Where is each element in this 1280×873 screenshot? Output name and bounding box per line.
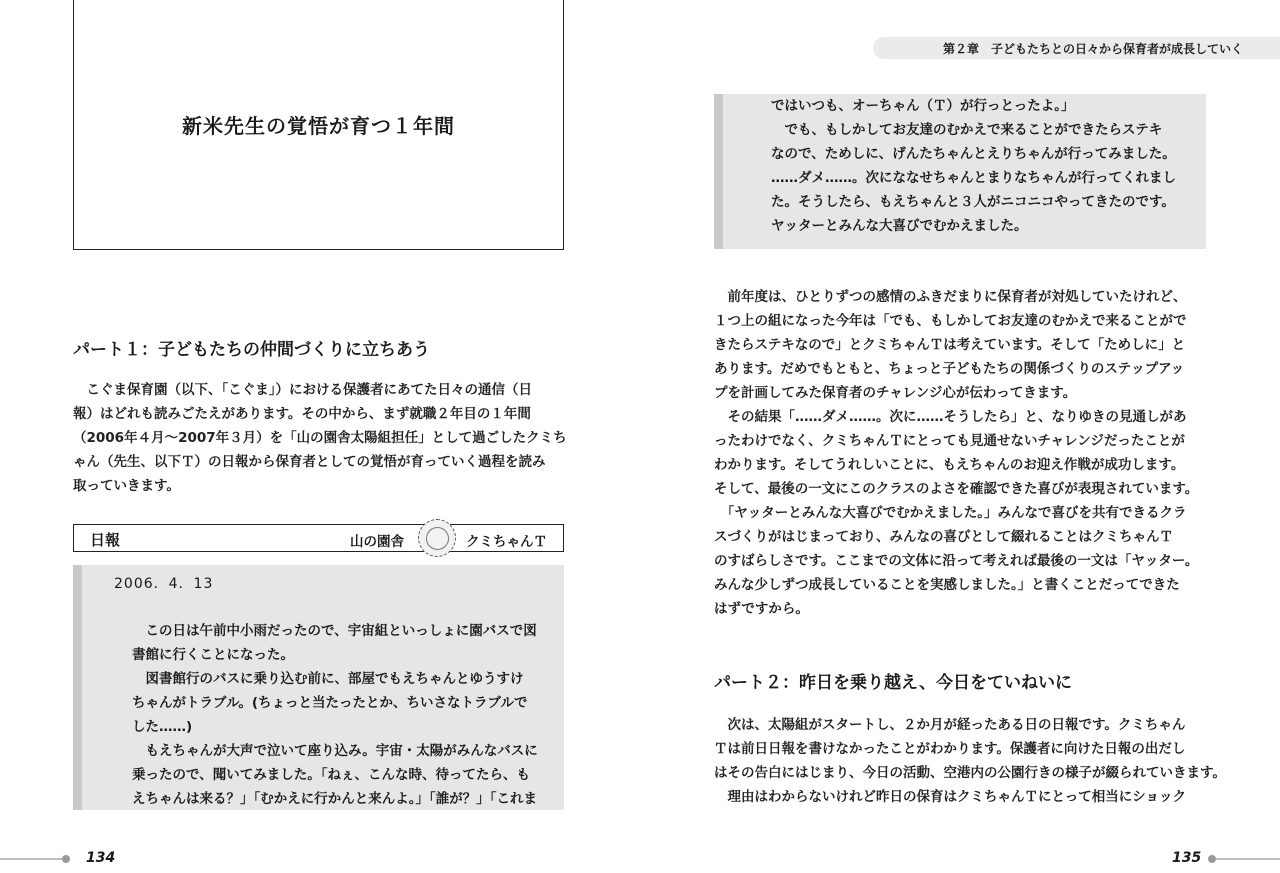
text-line: もえちゃんが大声で泣いて座り込み。宇宙・太陽がみんなバスに (132, 743, 538, 759)
text-line: わかります。そしてうれしいことに、もえちゃんのお迎え作戦が成功します。 (714, 457, 1185, 473)
report-continuation-body (771, 94, 1176, 238)
report-body (132, 619, 538, 811)
chapter-title: 第２章 子どもたちとの日々から保育者が成長していく (943, 42, 1244, 56)
daily-report-header (73, 524, 564, 552)
footer-rule (1216, 858, 1280, 860)
text-line: ……ダメ……。次にななせちゃんとまりなちゃんが行ってくれまし (771, 170, 1176, 186)
text-line: 書館に行くことになった。 (132, 647, 294, 663)
right-page (640, 0, 1280, 873)
part2-body (714, 713, 1226, 809)
text-line: この日は午前中小雨だったので、宇宙組といっしょに園バスで図 (132, 623, 537, 639)
chapter-header (873, 37, 1280, 59)
text-line: ったわけでなく、クミちゃんＴにとっても見通せないチャレンジだったことが (714, 433, 1185, 449)
text-line: スづくりがはじまっており、みんなの喜びとして綴れることはクミちゃんＴ (714, 529, 1173, 545)
text-line: （2006年４月～2007年３月）を「山の園舎太陽組担任」として過ごしたクミち (73, 430, 567, 446)
report-author: クミちゃんＴ (466, 534, 547, 550)
text-line: あります。だめでもともと、ちょっと子どもたちの関係づくりのステップアッ (714, 361, 1185, 377)
text-line: ヤッターとみんな大喜びでむかえました。 (771, 218, 1028, 234)
daily-report-box (73, 565, 564, 810)
report-date: 2006．4．13 (114, 576, 214, 592)
text-line: 報）はどれも読みごたえがあります。その中から、まず就職２年目の１年間 (73, 406, 531, 422)
text-line: した……) (132, 719, 193, 735)
text-line: なので、ためしに、げんたちゃんとえりちゃんが行ってみました。 (771, 146, 1176, 162)
text-line: ゃん（先生、以下Ｔ）の日報から保育者としての覚悟が育っていく過程を読み (73, 454, 546, 470)
text-line: はその告白にはじまり、今日の活動、空港内の公園行きの様子が綴られていきます。 (714, 765, 1226, 781)
text-line: プを計画してみた保育者のチャレンジ心が伝わってきます。 (714, 385, 1077, 401)
text-line: きたらステキなので」とクミちゃんＴは考えています。そして「ためしに」と (714, 337, 1186, 353)
class-stamp-icon (418, 519, 456, 557)
text-line: 乗ったので、聞いてみました。「ねぇ、こんな時、待ってたら、も (132, 767, 530, 783)
text-line: Ｔは前日日報を書けなかったことがわかります。保護者に向けた日報の出だし (714, 741, 1186, 757)
title-box (73, 0, 564, 250)
commentary-body (714, 285, 1198, 621)
footer-rule (0, 858, 62, 860)
part1-body (73, 378, 567, 498)
report-continuation-box (714, 94, 1206, 249)
text-line: ちゃんがトラブル。(ちょっと当たったとか、ちいさなトラブルで (132, 695, 528, 711)
text-line: そして、最後の一文にこのクラスのよさを確認できた喜びが表現されています。 (714, 481, 1199, 497)
text-line: 理由はわからないけれど昨日の保育はクミちゃんＴにとって相当にショック (714, 789, 1186, 805)
text-line: でも、もしかしてお友達のむかえで来ることができたらステキ (771, 122, 1163, 138)
text-line: みんな少しずつ成長していることを実感しました。」と書くことだってできた (714, 577, 1180, 593)
part2-heading: パート２：昨日を乗り越え、今日をていねいに (714, 673, 1073, 693)
section-title: 新米先生の覚悟が育つ１年間 (182, 113, 455, 138)
text-line: た。そうしたら、もえちゃんと３人がニコニコやってきたのです。 (771, 194, 1175, 210)
footer-dot-icon (1208, 855, 1216, 863)
page-number: 134 (86, 850, 116, 866)
text-line: 図書館行のバスに乗り込む前に、部屋でもえちゃんとゆうすけ (132, 671, 524, 687)
text-line: 取っていきます。 (73, 478, 180, 494)
page-number: 135 (1172, 850, 1202, 866)
footer-dot-icon (62, 855, 70, 863)
text-line: １つ上の組になった今年は「でも、もしかしてお友達のむかえで来ることがで (714, 313, 1187, 329)
text-line: えちゃんは来る？」「むかえに行かんと来んよ。」「誰が？」「これま (132, 791, 537, 807)
text-line: ではいつも、オーちゃん（Ｔ）が行っとったよ。」 (771, 98, 1075, 114)
report-label: 日報 (90, 531, 121, 549)
text-line: はずですから。 (714, 601, 809, 617)
text-line: 前年度は、ひとりずつの感情のふきだまりに保育者が対処していたけれど、 (714, 289, 1187, 305)
report-class-name: 山の園舎 (350, 534, 404, 550)
text-line: 「ヤッターとみんな大喜びでむかえました。」みんなで喜びを共有できるクラ (714, 505, 1187, 521)
text-line: のすばらしさです。ここまでの文体に沿って考えれば最後の一文は「ヤッター。 (714, 553, 1199, 569)
text-line: 次は、太陽組がスタートし、２か月が経ったある日の日報です。クミちゃん (714, 717, 1186, 733)
text-line: こぐま保育園（以下、「こぐま」）における保護者にあてた日々の通信（日 (73, 382, 532, 398)
part1-heading: パート１：子どもたちの仲間づくりに立ちあう (73, 340, 430, 360)
text-line: その結果「……ダメ……。次に……そうしたら」と、なりゆきの見通しがあ (714, 409, 1187, 425)
